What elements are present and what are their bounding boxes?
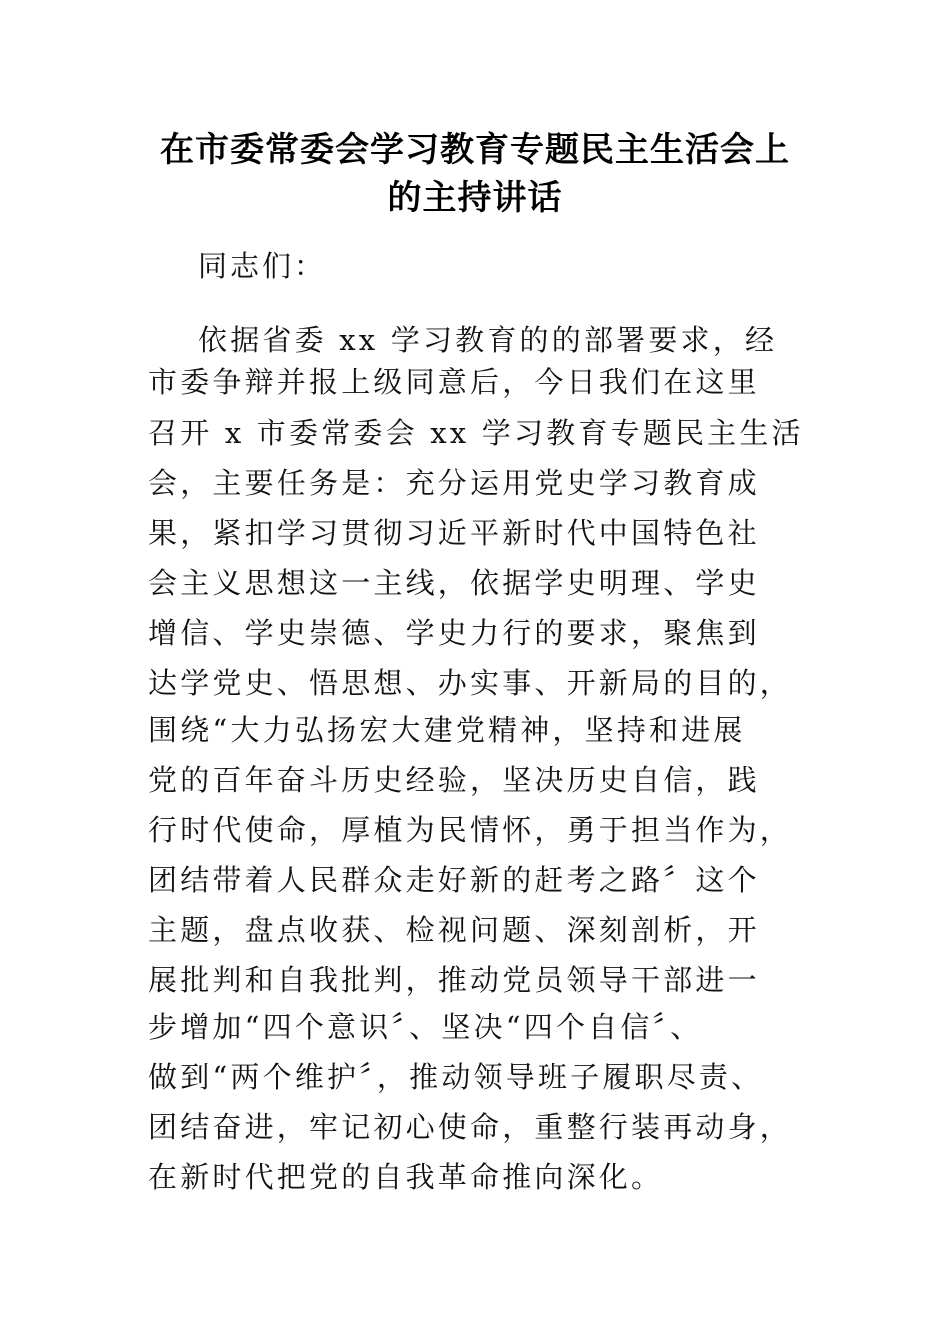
paragraph-line: 依据省委 xx 学习教育的的部署要求，经	[198, 323, 778, 357]
paragraph-line: 做到“两个维护〞，推动领导班子履职尽责、	[148, 1060, 764, 1094]
paragraph-line: 召开 x 市委常委会 xx 学习教育专题民主生活	[148, 416, 804, 450]
paragraph-line: 团结带着人民群众走好新的赶考之路〞这个	[148, 863, 760, 897]
document-title-line-2: 的主持讲话	[387, 178, 563, 218]
paragraph-line: 在新时代把党的自我革命推向深化。	[148, 1160, 664, 1194]
paragraph-line: 市委争辩并报上级同意后，今日我们在这里	[148, 365, 760, 399]
document-title-line-1: 在市委常委会学习教育专题民主生活会上	[160, 130, 790, 170]
paragraph-line: 围绕“大力弘扬宏大建党精神，坚持和进展	[148, 713, 746, 747]
paragraph-line: 行时代使命，厚植为民情怀，勇于担当作为，	[148, 813, 793, 847]
paragraph-line: 团结奋进，牢记初心使命，重整行装再动身，	[148, 1110, 793, 1144]
paragraph-line: 主题，盘点收获、检视问题、深刻剖析，开	[148, 913, 760, 947]
paragraph-line: 增信、学史崇德、学史力行的要求，聚焦到	[148, 616, 760, 650]
paragraph-line: 展批判和自我批判，推动党员领导干部进一	[148, 963, 760, 997]
paragraph-line: 会主义思想这一主线，依据学史明理、学史	[148, 566, 760, 600]
paragraph-line: 达学党史、悟思想、办实事、开新局的目的，	[148, 666, 793, 700]
paragraph-line: 党的百年奋斗历史经验，坚决历史自信，践	[148, 763, 760, 797]
paragraph-line: 果，紧扣学习贯彻习近平新时代中国特色社	[148, 516, 760, 550]
paragraph-line: 步增加“四个意识〞、坚决“四个自信〞、	[148, 1010, 703, 1044]
paragraph-line: 会，主要任务是：充分运用党史学习教育成	[148, 466, 760, 500]
salutation: 同志们：	[198, 249, 327, 283]
